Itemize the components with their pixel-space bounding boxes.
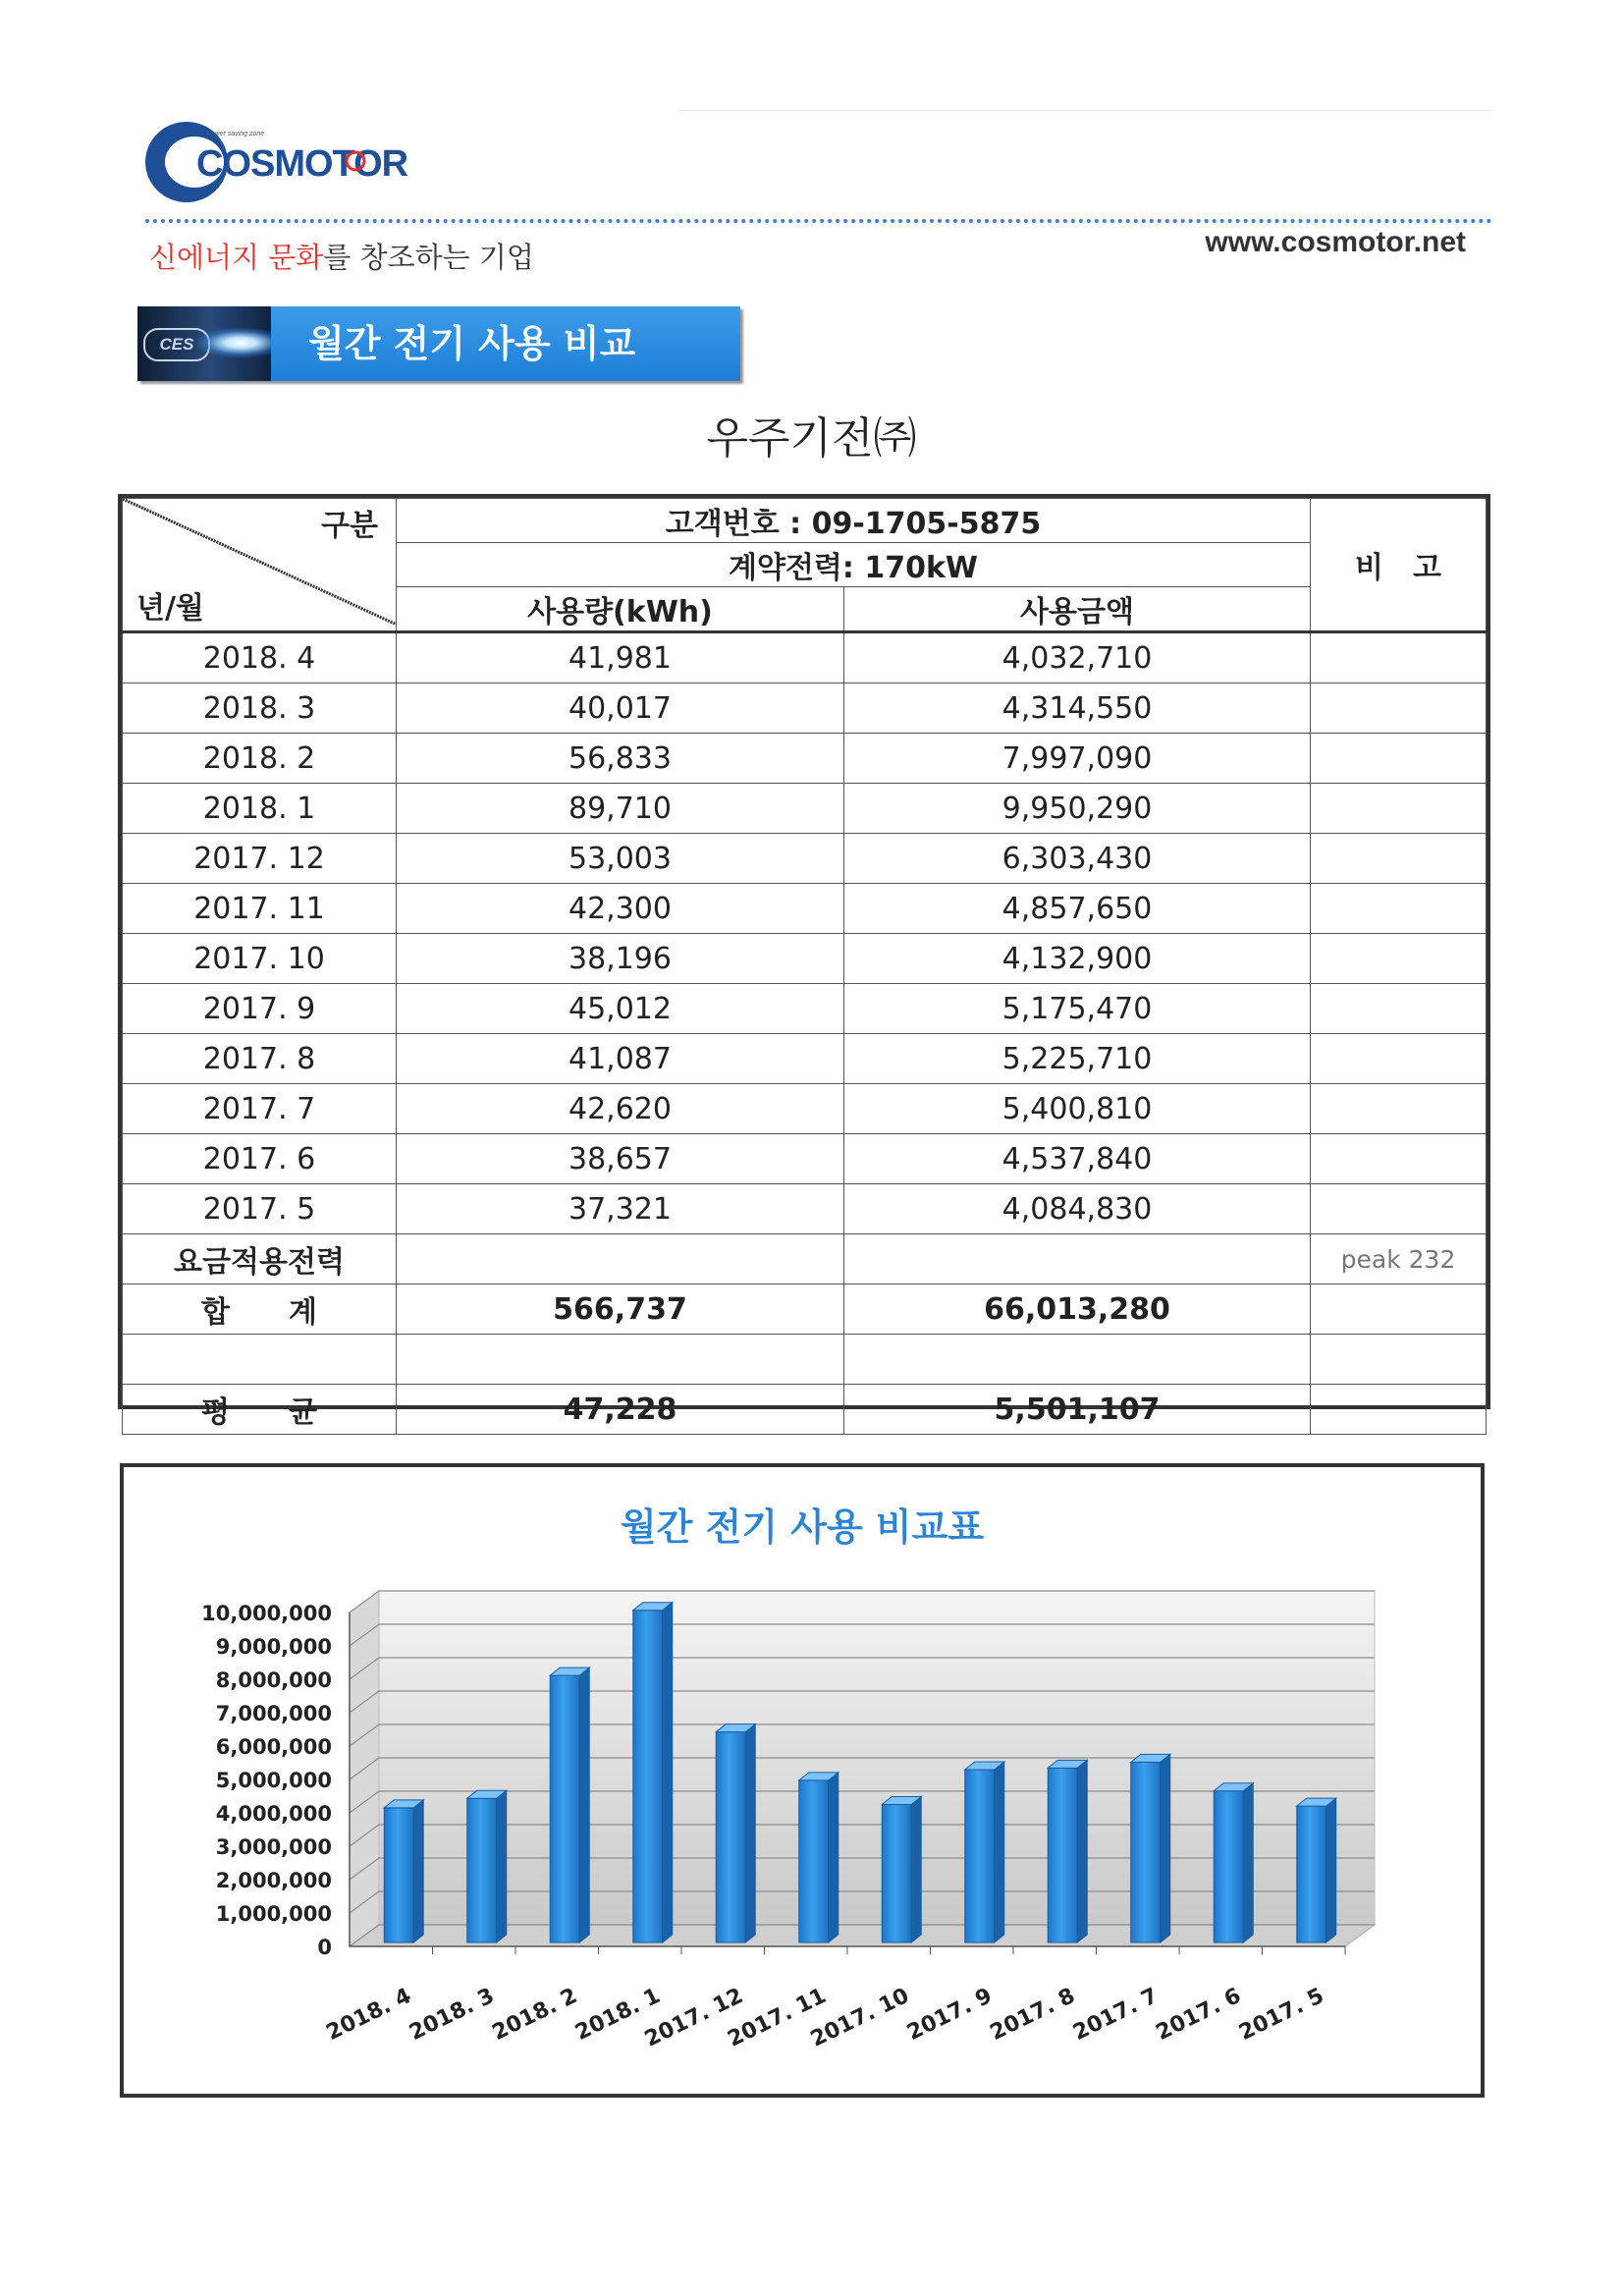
row-remark (1311, 984, 1487, 1034)
row-month: 2017. 9 (123, 984, 397, 1034)
bar-side (745, 1724, 755, 1942)
row-amount: 4,537,840 (844, 1134, 1311, 1184)
x-tick-label: 2018. 1 (571, 1983, 665, 2046)
bar-side (911, 1796, 921, 1942)
y-tick-label: 2,000,000 (215, 1869, 332, 1892)
row-month: 2017. 6 (123, 1134, 397, 1184)
total-usage: 566,737 (397, 1285, 844, 1335)
row-amount: 7,997,090 (844, 734, 1311, 784)
row-remark (1311, 1034, 1487, 1084)
y-tick-label: 9,000,000 (215, 1635, 332, 1659)
row-month: 2018. 2 (123, 734, 397, 784)
row-remark (1311, 1084, 1487, 1134)
bar (633, 1611, 663, 1942)
y-tick-label: 1,000,000 (215, 1902, 332, 1926)
table-row (123, 734, 1487, 784)
row-amount: 6,303,430 (844, 834, 1311, 884)
x-tick-label: 2017. 7 (1069, 1983, 1163, 2046)
row-amount: 4,314,550 (844, 683, 1311, 734)
bar (1131, 1762, 1161, 1942)
bar-side (663, 1603, 673, 1942)
row-remark (1311, 734, 1487, 784)
bar (384, 1808, 413, 1942)
header-year-month: 년/월 (136, 591, 204, 626)
y-tick-label: 7,000,000 (215, 1702, 332, 1725)
total-label: 합 계 (123, 1285, 397, 1335)
blank-cell (123, 1335, 397, 1385)
table-row (123, 1084, 1487, 1134)
header-amount: 사용금액 (844, 587, 1311, 632)
x-tick-label: 2018. 4 (322, 1983, 415, 2046)
x-tick-label: 2018. 3 (406, 1983, 499, 2046)
row-usage: 45,012 (397, 984, 844, 1034)
row-usage: 89,710 (397, 784, 844, 834)
table-row (123, 834, 1487, 884)
row-usage: 53,003 (397, 834, 844, 884)
table-row (123, 632, 1487, 683)
row-usage: 41,981 (397, 632, 844, 683)
row-amount: 4,857,650 (844, 884, 1311, 934)
x-tick-label: 2017. 12 (640, 1983, 747, 2052)
blank-cell (1311, 1335, 1487, 1385)
average-label: 평 균 (123, 1385, 397, 1435)
y-tick-label: 10,000,000 (201, 1602, 332, 1625)
row-month: 2017. 11 (123, 884, 397, 934)
x-tick-label: 2017. 8 (986, 1983, 1079, 2046)
row-amount: 5,400,810 (844, 1084, 1311, 1134)
dotted-divider (145, 219, 1492, 223)
table-row (123, 1184, 1487, 1234)
header-remark: 비 고 (1311, 499, 1487, 632)
row-remark (1311, 683, 1487, 734)
y-tick-label: 8,000,000 (215, 1668, 332, 1692)
row-month: 2017. 7 (123, 1084, 397, 1134)
table-row (123, 1034, 1487, 1084)
row-month: 2017. 10 (123, 934, 397, 984)
banner-emblem (137, 306, 271, 381)
row-amount: 9,950,290 (844, 784, 1311, 834)
x-tick-label: 2018. 2 (488, 1983, 581, 2046)
bar (1214, 1791, 1243, 1942)
row-month: 2018. 1 (123, 784, 397, 834)
applied-power-usage (397, 1234, 844, 1285)
row-usage: 42,300 (397, 884, 844, 934)
row-month: 2018. 4 (123, 632, 397, 683)
section-banner (137, 306, 740, 381)
x-tick-label: 2017. 9 (903, 1983, 997, 2046)
row-remark (1311, 632, 1487, 683)
chart-title: 월간 전기 사용 비교표 (620, 1505, 985, 1549)
y-tick-label: 6,000,000 (215, 1735, 332, 1759)
bar-side (413, 1800, 423, 1942)
x-tick-label: 2017. 6 (1152, 1983, 1245, 2046)
row-remark (1311, 1184, 1487, 1234)
blank-cell (844, 1335, 1311, 1385)
row-usage: 42,620 (397, 1084, 844, 1134)
bar-chart (124, 1467, 1481, 2094)
x-tick-label: 2017. 5 (1235, 1983, 1328, 2046)
average-usage: 47,228 (397, 1385, 844, 1435)
light-flare-icon (196, 328, 271, 357)
bar (716, 1732, 745, 1942)
row-amount: 4,084,830 (844, 1184, 1311, 1234)
company-logo (145, 120, 469, 204)
header-diagonal-cell (123, 499, 397, 632)
bar (882, 1804, 911, 1942)
top-rule (677, 110, 1492, 111)
tagline-rest: 를 창조하는 기업 (323, 241, 534, 274)
y-tick-label: 4,000,000 (215, 1802, 332, 1826)
row-remark (1311, 1134, 1487, 1184)
row-month: 2017. 5 (123, 1184, 397, 1234)
company-name: 우주기전㈜ (706, 413, 917, 464)
applied-power-label: 요금적용전력 (123, 1234, 397, 1285)
header-usage: 사용량(kWh) (397, 587, 844, 632)
row-amount: 5,225,710 (844, 1034, 1311, 1084)
banner-title: 월간 전기 사용 비교 (308, 322, 636, 365)
row-amount: 5,175,470 (844, 984, 1311, 1034)
y-tick-label: 0 (317, 1936, 332, 1959)
row-month: 2017. 12 (123, 834, 397, 884)
header-customer-no: 고객번호 : 09-1705-5875 (397, 499, 1311, 543)
average-remark (1311, 1385, 1487, 1435)
bar-side (1161, 1754, 1170, 1942)
table-row (123, 984, 1487, 1034)
bar-side (995, 1762, 1004, 1942)
bar-side (497, 1790, 507, 1942)
bar-side (1243, 1783, 1253, 1942)
applied-power-remark: peak 232 (1311, 1234, 1487, 1285)
y-tick-label: 3,000,000 (215, 1835, 332, 1859)
usage-table (118, 494, 1490, 1430)
row-usage: 41,087 (397, 1034, 844, 1084)
ces-badge: CES (143, 328, 210, 361)
row-remark (1311, 834, 1487, 884)
row-month: 2018. 3 (123, 683, 397, 734)
average-amount: 5,501,107 (844, 1385, 1311, 1435)
row-month: 2017. 8 (123, 1034, 397, 1084)
bar (467, 1798, 497, 1942)
table-row (123, 934, 1487, 984)
total-remark (1311, 1285, 1487, 1335)
website-url: www.cosmotor.net (1205, 226, 1466, 258)
logo-slogan: Power saving zone (206, 131, 265, 137)
row-usage: 40,017 (397, 683, 844, 734)
table-row (123, 784, 1487, 834)
bar-side (579, 1667, 589, 1942)
header-category: 구분 (321, 509, 378, 543)
row-remark (1311, 934, 1487, 984)
bar (550, 1675, 579, 1942)
bar (1297, 1806, 1326, 1942)
header-contract-power: 계약전력: 170kW (397, 543, 1311, 587)
row-amount: 4,032,710 (844, 632, 1311, 683)
company-tagline (149, 236, 534, 276)
row-remark (1311, 884, 1487, 934)
row-usage: 38,657 (397, 1134, 844, 1184)
tagline-highlight: 신에너지 문화 (149, 241, 324, 274)
bar-side (1326, 1798, 1336, 1942)
row-usage: 37,321 (397, 1184, 844, 1234)
logo-text: COSMOTOR (196, 143, 408, 185)
table-row (123, 683, 1487, 734)
bar-side (1077, 1760, 1087, 1942)
row-usage: 56,833 (397, 734, 844, 784)
blank-cell (397, 1335, 844, 1385)
x-tick-label: 2017. 10 (806, 1983, 913, 2052)
chart-panel (120, 1463, 1485, 2098)
row-amount: 4,132,900 (844, 934, 1311, 984)
table-row (123, 884, 1487, 934)
bar (1048, 1768, 1077, 1942)
bar (965, 1770, 995, 1942)
row-usage: 38,196 (397, 934, 844, 984)
y-tick-label: 5,000,000 (215, 1769, 332, 1792)
bar-side (829, 1773, 839, 1942)
bar (799, 1780, 829, 1942)
table-row (123, 1134, 1487, 1184)
total-amount: 66,013,280 (844, 1285, 1311, 1335)
applied-power-amount (844, 1234, 1311, 1285)
row-remark (1311, 784, 1487, 834)
x-tick-label: 2017. 11 (724, 1983, 831, 2052)
